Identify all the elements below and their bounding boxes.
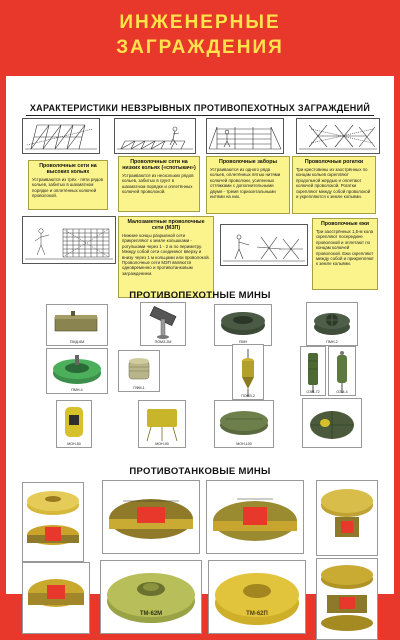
poster-title: [0, 10, 400, 60]
mine-label: ПФМ-1: [133, 386, 145, 390]
mine-card-pmd6m: [46, 304, 108, 346]
poster-header: [0, 0, 400, 76]
info-box-hedgehog: Проволочные ежи Три заострённых 1,5-м кола скрепляют посередине проволокой и оплетают по концам колючей проволокой. Ежи скрепляют между собой и прикрепляют к земле кольями.: [312, 218, 378, 290]
at-mine-cutaway-4: [206, 480, 304, 554]
mine-card-mon100: [214, 400, 274, 448]
poster-title-line2: ЗАГРАЖДЕНИЯ: [116, 37, 284, 58]
mine-card-pomz2: [232, 344, 264, 400]
info-box-mzp: Малозаметные проволочные сети (МЗП) Нижние концы разрывной сети прикрепляют к земле кольшками - рогульками через 1 - 2 м по периметру. Между собой сети соединяют вверху и внизу через 1 м кольцами или проволокой. Проволочные сети МЗП являются одновременно и противотанковым заграждением.: [118, 216, 214, 298]
sketch-chevaux-de-frise: [296, 118, 380, 154]
obstacles-section-title: ХАРАКТЕРИСТИКИ НЕВЗРЫВНЫХ ПРОТИВОПЕХОТНЫХ ЗАГРАЖДЕНИЙ: [29, 103, 371, 113]
at-mine-cutaway-5: [316, 480, 378, 556]
at-mines-section-title: ПРОТИВОТАНКОВЫЕ МИНЫ: [129, 466, 271, 477]
mine-card-pomz2m: [140, 302, 186, 346]
poster-title-line1: ИНЖЕНЕРНЫЕ: [119, 12, 281, 33]
mine-label: ПМН-2: [326, 340, 338, 344]
at-mine-cutaway-6: [22, 562, 90, 634]
mine-card-pfm1: [118, 350, 160, 392]
info-box-high-stakes: Проволочные сети на высоких кольях Устраиваются из трёх - пяти рядов кольев, забитых в шахматном порядке и оплетённых колючей проволокой.: [28, 160, 108, 210]
mine-label: МОН-50: [67, 442, 81, 446]
mine-label: ОЗМ-4: [336, 390, 348, 394]
at-mine-cutaway-3: [102, 480, 200, 554]
sketch-low-fence: [114, 118, 196, 154]
mine-card-pmn: [214, 304, 272, 346]
mine-label: ПМД-6М: [69, 340, 85, 344]
mine-card-ozm72: [300, 346, 326, 396]
mine-label: ПМН-4: [71, 388, 83, 392]
mine-label: ОЗМ-72: [306, 390, 320, 394]
info-box-low-stakes: Проволочные сети на низких кольях («спотыкач») Устраиваются из нескольких рядов кольев, забитых в грунт в шахматном порядке и оплетённых колючей проволокой.: [118, 156, 200, 212]
at-plate-text-1: ТМ-62М: [139, 611, 163, 617]
mine-card-cutaway: [302, 398, 362, 448]
sketch-hedgehog: [220, 224, 308, 266]
sketch-mzp-net: [22, 216, 116, 264]
sketch-wire-fence: [206, 118, 284, 154]
mine-card-mon90: [138, 400, 186, 448]
mine-card-mon50: [56, 400, 92, 448]
sketch-high-fence: [22, 118, 100, 154]
info-box-wire-fence: Проволочные заборы Устраиваются из одного ряда кольев, оплетённых пятью нитями колючей проволоки, усиленных оттяжками с дополнительными двумя - тремя горизонтальными нитями на них.: [206, 156, 290, 214]
divider-line: [26, 115, 374, 116]
ap-mines-section-title: ПРОТИВОПЕХОТНЫЕ МИНЫ: [129, 290, 271, 301]
at-plate-text-2: ТМ-62П: [246, 611, 268, 617]
at-mine-cutaway-2: [316, 558, 378, 640]
mine-label: ПОМЗ-2: [241, 394, 255, 398]
mine-card-ozm4: [328, 346, 356, 396]
mine-label: МОН-100: [236, 442, 252, 446]
mine-label: МОН-90: [155, 442, 169, 446]
mine-label: ПМН: [238, 340, 248, 344]
at-mine-cutaway-1: [22, 482, 84, 562]
mine-label: ПОМЗ-2М: [154, 340, 172, 344]
content-panel: [6, 76, 394, 617]
mine-card-pmn2: [306, 302, 358, 346]
info-box-chevaux: Проволочные рогатки Три крестовины из заострённых по концам кольев скрепляют продольной жердью и оплетают колючей проволокой. Рогатки скрепляют между собой проволокой и укрепляются к земле кольями.: [292, 156, 376, 214]
at-mine-plate-2: [208, 560, 306, 634]
mine-card-pmn4: [46, 348, 108, 394]
at-mine-plate-1: [100, 560, 202, 634]
